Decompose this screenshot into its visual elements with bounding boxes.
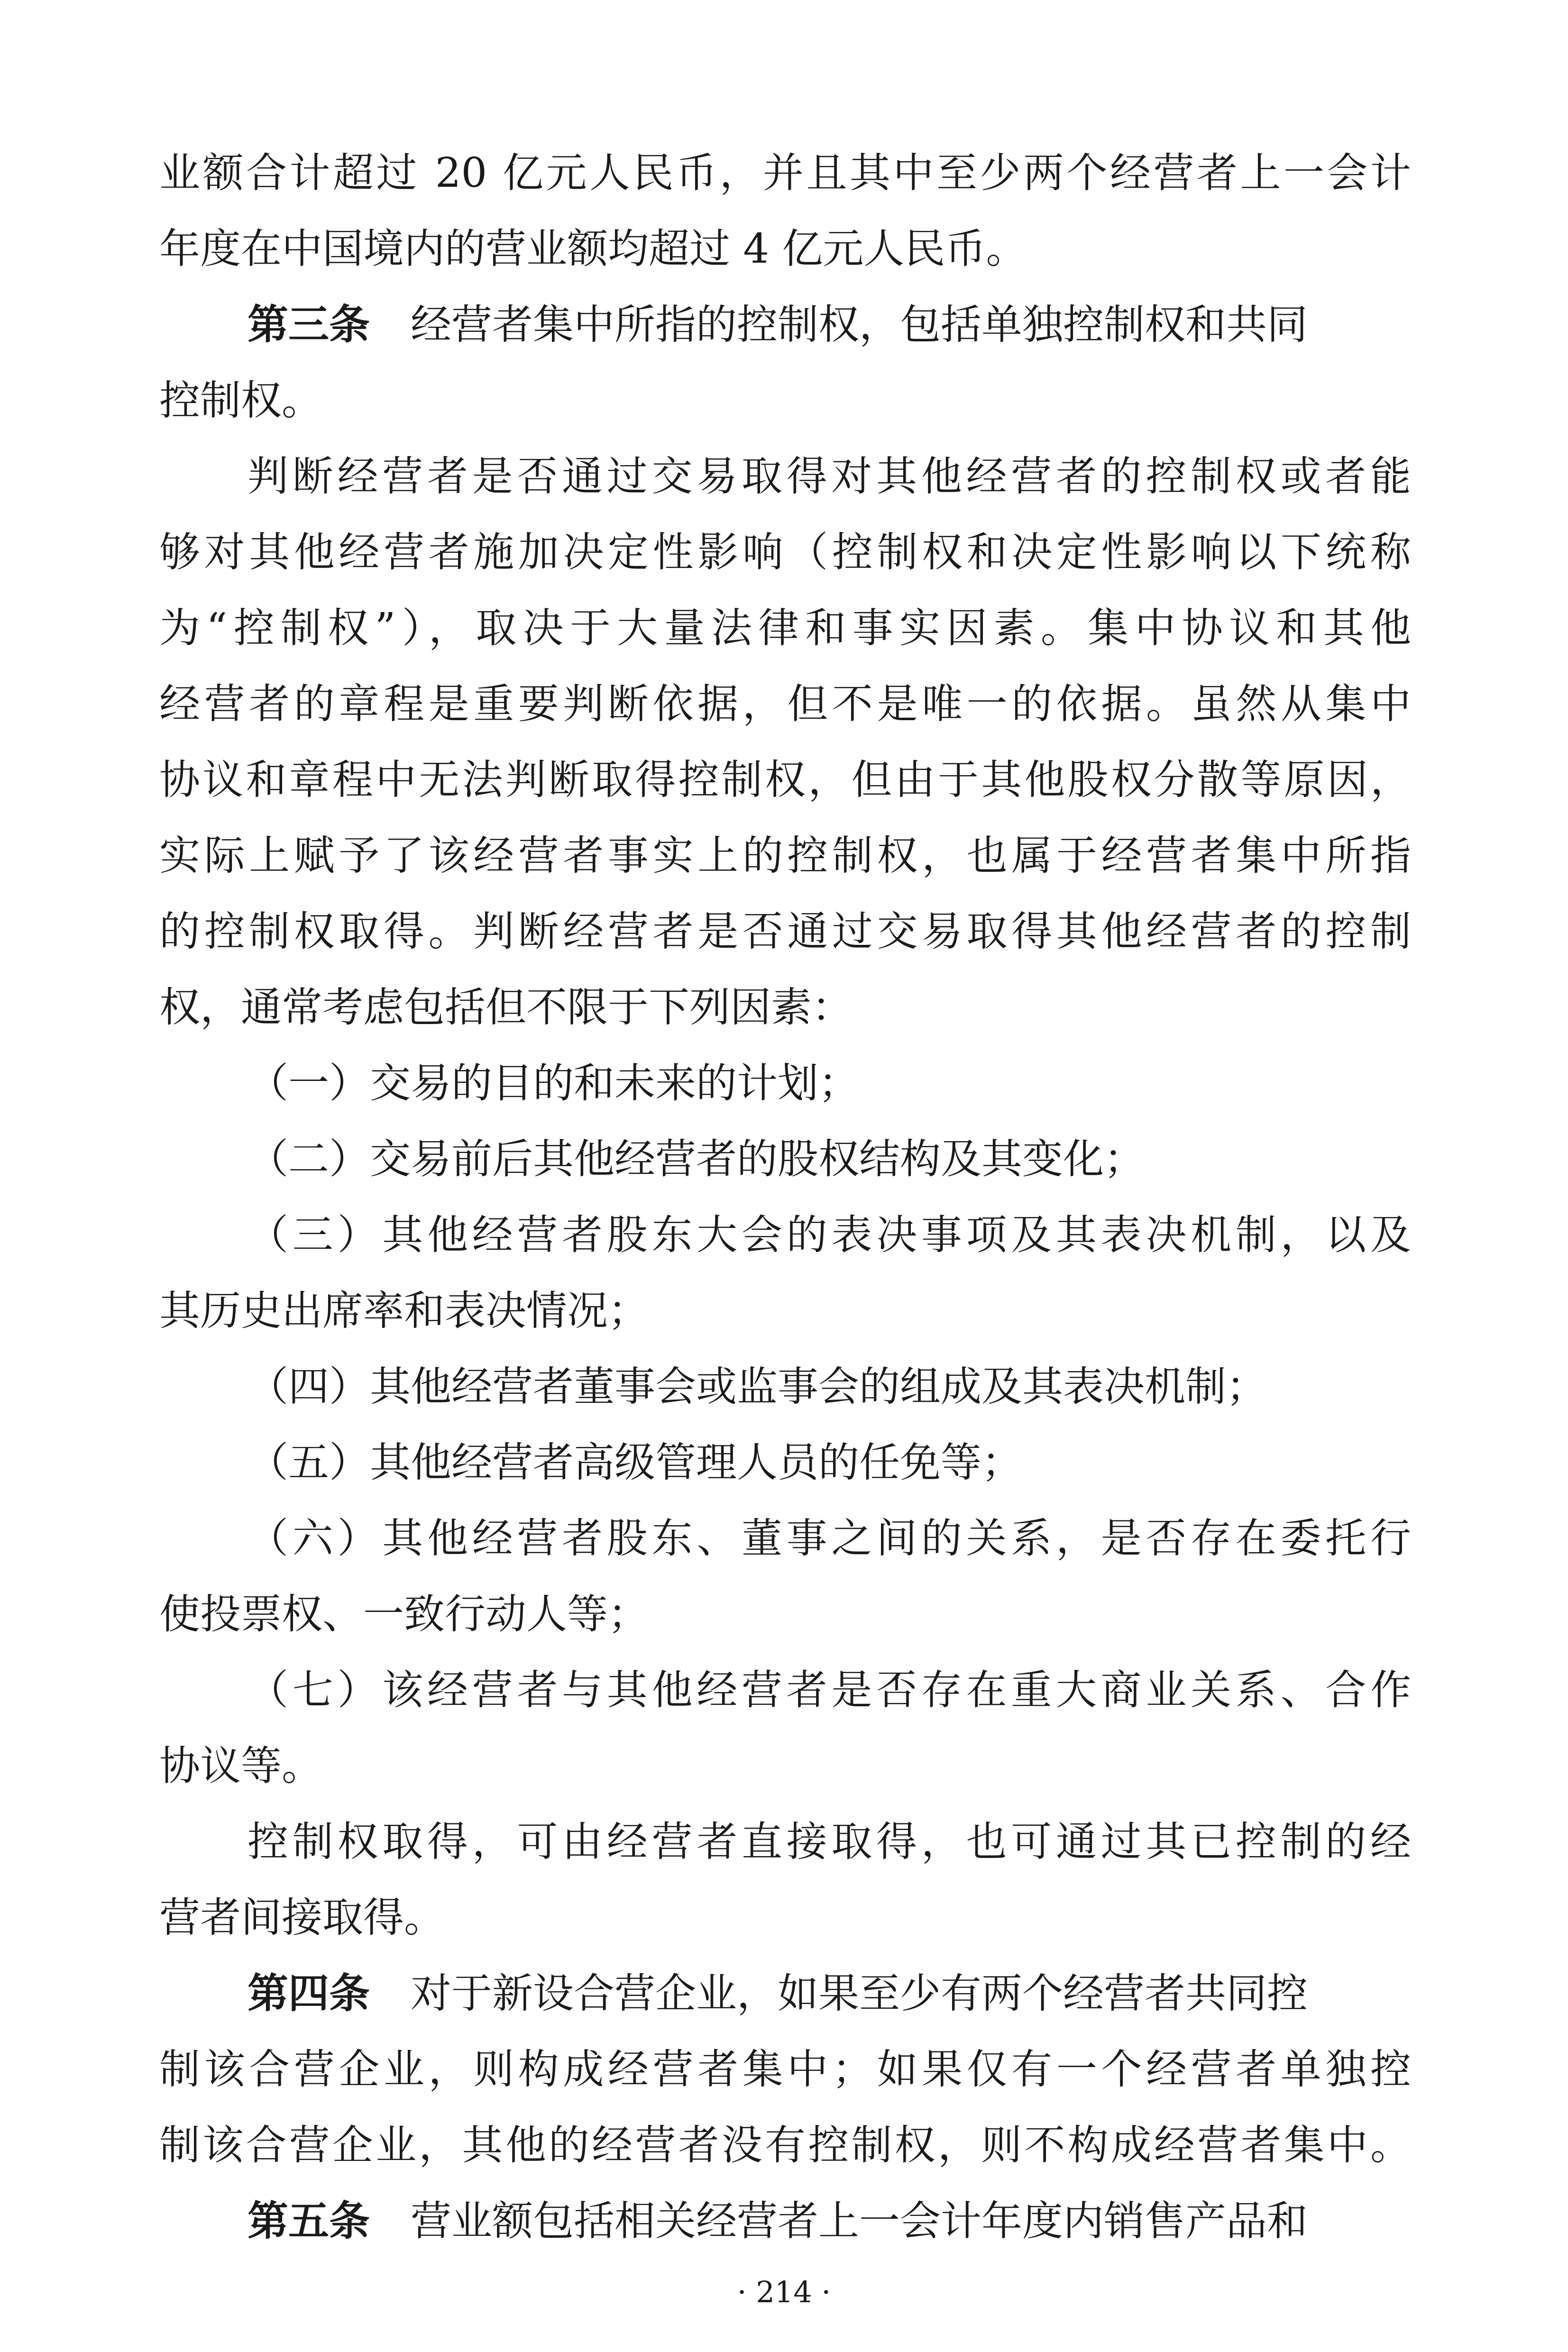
page-number: · 214 ·	[737, 2275, 831, 2309]
article-heading: 第四条	[248, 1970, 370, 2017]
list-item: （六）其他经营者股东、董事之间的关系，是否存在委托行	[248, 1515, 1411, 1562]
text-line: 权，通常考虑包括但不限于下列因素：	[159, 984, 853, 1031]
text-line: 实际上赋予了该经营者事实上的控制权，也属于经营者集中所指	[159, 832, 1411, 879]
text-line: 年度在中国境内的营业额均超过 4 亿元人民币。	[159, 225, 1027, 273]
article-heading: 第五条	[248, 2197, 370, 2245]
text-line: 为“控制权”），取决于大量法律和事实因素。集中协议和其他	[159, 604, 1411, 652]
article-text: 营业额包括相关经营者上一会计年度内销售产品和	[411, 2197, 1308, 2245]
text-line: 经营者的章程是重要判断依据，但不是唯一的依据。虽然从集中	[159, 680, 1411, 728]
text-line: 制该合营企业，其他的经营者没有控制权，则不构成经营者集中。	[159, 2122, 1411, 2169]
list-item: （五）其他经营者高级管理人员的任免等；	[248, 1439, 1022, 1486]
article-text: 经营者集中所指的控制权，包括单独控制权和共同	[411, 301, 1308, 348]
list-item: （三）其他经营者股东大会的表决事项及其表决机制，以及	[248, 1211, 1411, 1259]
text-line: 协议和章程中无法判断取得控制权，但由于其他股权分散等原因，	[159, 756, 1411, 804]
article-4-line	[248, 1956, 1411, 2032]
article-text: 对于新设合营企业，如果至少有两个经营者共同控	[411, 1970, 1308, 2017]
article-5-line	[248, 2183, 1411, 2259]
list-item-continuation: 其历史出席率和表决情况；	[159, 1287, 649, 1335]
text-line: 业额合计超过 20 亿元人民币，并且其中至少两个经营者上一会计	[159, 149, 1411, 197]
list-item-continuation: 协议等。	[159, 1742, 322, 1790]
text-line: 够对其他经营者施加决定性影响（控制权和决定性影响以下统称	[159, 529, 1411, 576]
text-line: 的控制权取得。判断经营者是否通过交易取得其他经营者的控制	[159, 908, 1411, 955]
list-item-continuation: 使投票权、一致行动人等；	[159, 1591, 649, 1638]
text-line: 营者间接取得。	[159, 1894, 445, 1941]
list-item: （二）交易前后其他经营者的股权结构及其变化；	[248, 1135, 1145, 1183]
article-3-line	[248, 287, 1411, 363]
list-item: （七）该经营者与其他经营者是否存在重大商业关系、合作	[248, 1666, 1411, 1714]
list-item: （一）交易的目的和未来的计划；	[248, 1060, 859, 1107]
text-line: 判断经营者是否通过交易取得对其他经营者的控制权或者能	[248, 453, 1411, 500]
text-line: 控制权取得，可由经营者直接取得，也可通过其已控制的经	[248, 1818, 1411, 1866]
article-heading: 第三条	[248, 301, 370, 348]
text-line: 制该合营企业，则构成经营者集中；如果仅有一个经营者单独控	[159, 2046, 1411, 2093]
text-line: 控制权。	[159, 377, 322, 424]
list-item: （四）其他经营者董事会或监事会的组成及其表决机制；	[248, 1363, 1267, 1410]
